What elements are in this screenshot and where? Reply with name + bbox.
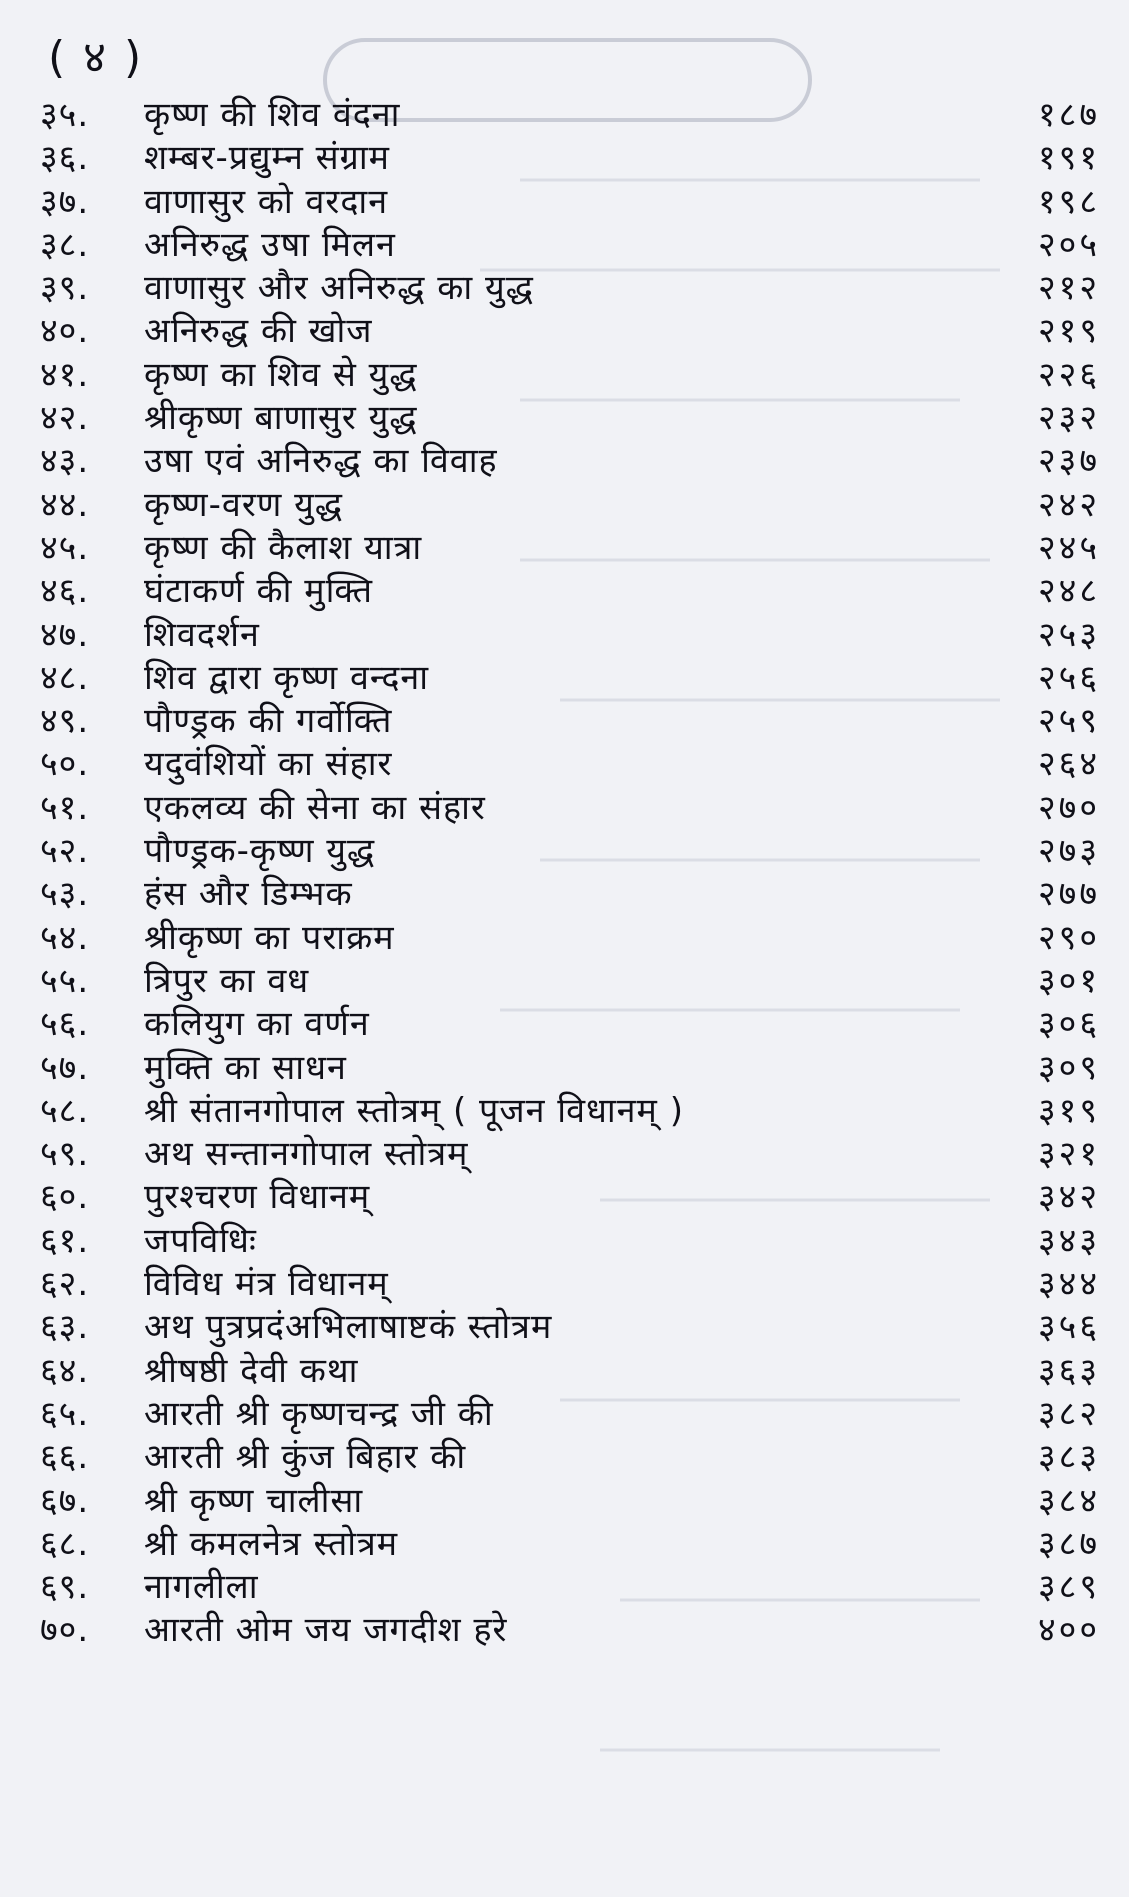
entry-number: ४०.: [40, 311, 90, 352]
toc-entry: [40, 220, 1100, 263]
toc-entry: [40, 436, 1100, 482]
entry-page-number: २४५: [1037, 527, 1100, 568]
entry-page-number: २६४: [1037, 744, 1100, 785]
entry-number: ५८.: [40, 1090, 90, 1131]
entry-title: नागलीला: [144, 1567, 259, 1608]
entry-number: ६६.: [40, 1437, 90, 1478]
entry-number: ६५.: [40, 1393, 90, 1434]
entry-title: शिव द्वारा कृष्ण वन्दना: [144, 657, 430, 698]
entry-page-number: २४२: [1037, 484, 1100, 525]
entry-number: ५४.: [40, 917, 90, 958]
entry-number: ५१.: [40, 787, 90, 828]
entry-number: ५७.: [40, 1047, 90, 1088]
entry-page-number: १९१: [1037, 138, 1100, 179]
entry-number: ४२.: [40, 398, 90, 439]
entry-page-number: ३१९: [1037, 1090, 1100, 1131]
entry-number: ६०.: [40, 1177, 90, 1218]
toc-entry: [40, 1302, 1100, 1348]
entry-title: मुक्ति का साधन: [144, 1047, 347, 1088]
entry-title: जपविधिः: [144, 1220, 257, 1261]
entry-page-number: ३०९: [1037, 1047, 1100, 1088]
entry-number: ३९.: [40, 268, 90, 309]
toc-entry: [40, 480, 1100, 523]
entry-page-number: २७३: [1037, 831, 1100, 872]
entry-page-number: ३०६: [1037, 1004, 1100, 1045]
entry-title: यदुवंशियों का संहार: [144, 744, 393, 785]
entry-number: ५३.: [40, 874, 90, 915]
entry-number: ६४.: [40, 1350, 90, 1391]
entry-title: आरती श्री कृष्णचन्द्र जी की: [144, 1393, 494, 1434]
toc-entry: [40, 653, 1100, 696]
entry-page-number: २३७: [1037, 441, 1100, 482]
entry-title: पौण्ड्रक-कृष्ण युद्ध: [144, 831, 376, 872]
entry-number: ५५.: [40, 960, 90, 1001]
entry-number: ४८.: [40, 657, 90, 698]
entry-title: शिवदर्शन: [144, 614, 260, 655]
entry-title: श्री कमलनेत्र स्तोत्रम: [144, 1523, 399, 1564]
toc-entry: [40, 610, 1100, 653]
entry-page-number: ३८७: [1037, 1523, 1100, 1564]
entry-number: ५६.: [40, 1004, 90, 1045]
entry-page-number: ३४४: [1037, 1264, 1100, 1305]
entry-number: ३५.: [40, 95, 90, 135]
toc-entry: [40, 783, 1100, 826]
entry-title: श्री कृष्ण चालीसा: [144, 1480, 364, 1521]
entry-number: ४४.: [40, 484, 90, 525]
entry-number: ६२.: [40, 1264, 90, 1305]
toc-entry: [40, 1605, 1100, 1651]
entry-number: ६१.: [40, 1220, 90, 1261]
entry-number: ४१.: [40, 354, 90, 395]
entry-page-number: ३८३: [1037, 1437, 1100, 1478]
entry-title: घंटाकर्ण की मुक्ति: [144, 571, 374, 612]
entry-page-number: २५६: [1037, 657, 1100, 698]
entry-title: आरती ओम जय जगदीश हरे: [144, 1610, 508, 1651]
entry-number: ५०.: [40, 744, 90, 785]
entry-number: ५२.: [40, 831, 90, 872]
entry-page-number: ४००: [1037, 1610, 1100, 1651]
toc-entry: [40, 350, 1100, 393]
entry-page-number: ३०१: [1037, 960, 1100, 1001]
entry-page-number: ३६३: [1037, 1350, 1100, 1391]
entry-page-number: २१९: [1037, 311, 1100, 352]
entry-page-number: ३८९: [1037, 1567, 1100, 1608]
toc-entry: [40, 1432, 1100, 1478]
entry-number: ७०.: [40, 1610, 90, 1651]
entry-title: शम्बर-प्रद्युम्न संग्राम: [144, 138, 390, 179]
entry-number: ३६.: [40, 138, 90, 179]
entry-page-number: १८७: [1037, 95, 1100, 135]
entry-page-number: ३४३: [1037, 1220, 1100, 1261]
toc-entry: [40, 956, 1100, 999]
entry-page-number: २४८: [1037, 571, 1100, 612]
entry-title: वाणासुर और अनिरुद्ध का युद्ध: [144, 268, 534, 309]
toc-entry: [40, 1216, 1100, 1259]
entry-page-number: ३४२: [1037, 1177, 1100, 1218]
entry-title: उषा एवं अनिरुद्ध का विवाह: [144, 441, 498, 482]
toc-entry: [40, 133, 1100, 179]
entry-page-number: २०५: [1037, 224, 1100, 265]
entry-title: पौण्ड्रक की गर्वोक्ति: [144, 701, 393, 742]
toc-entry: [40, 523, 1100, 566]
entry-page-number: २७७: [1037, 874, 1100, 915]
toc-entry: [40, 1172, 1100, 1218]
entry-title: अनिरुद्ध उषा मिलन: [144, 224, 396, 265]
entry-number: ६७.: [40, 1480, 90, 1521]
toc-entry: [40, 1562, 1100, 1608]
entry-title: वाणासुर को वरदान: [144, 181, 389, 222]
entry-page-number: २३२: [1037, 398, 1100, 439]
entry-number: ६९.: [40, 1567, 90, 1608]
toc-entry: [40, 869, 1100, 915]
entry-title: हंस और डिम्भक: [144, 874, 353, 915]
toc-entry: [40, 1519, 1100, 1562]
entry-number: ४६.: [40, 571, 90, 612]
toc-entry: [40, 696, 1100, 742]
entry-title: कलियुग का वर्णन: [144, 1004, 370, 1045]
toc-entry: [40, 90, 1100, 133]
entry-title: त्रिपुर का वध: [144, 960, 310, 1001]
toc-entry: [40, 1129, 1100, 1175]
entry-number: ३७.: [40, 181, 90, 222]
entry-title: श्रीकृष्ण का पराक्रम: [144, 917, 395, 958]
entry-title: एकलव्य की सेना का संहार: [144, 787, 486, 828]
entry-page-number: २९०: [1037, 917, 1100, 958]
entry-page-number: २१२: [1037, 268, 1100, 309]
toc-entry: [40, 913, 1100, 956]
entry-number: ४७.: [40, 614, 90, 655]
toc-entry: [40, 566, 1100, 612]
entry-title: पुरश्चरण विधानम्: [144, 1177, 371, 1218]
entry-page-number: ३८२: [1037, 1393, 1100, 1434]
entry-number: ३८.: [40, 224, 90, 265]
entry-number: ६३.: [40, 1307, 90, 1348]
entry-title: विविध मंत्र विधानम्: [144, 1264, 389, 1305]
entry-title: श्री संतानगोपाल स्तोत्रम् ( पूजन विधानम् ): [144, 1090, 684, 1131]
toc-entry: [40, 263, 1100, 309]
entry-title: श्रीकृष्ण बाणासुर युद्ध: [144, 398, 418, 439]
entry-number: ६८.: [40, 1523, 90, 1564]
entry-title: अनिरुद्ध की खोज: [144, 311, 373, 352]
entry-title: कृष्ण की शिव वंदना: [144, 95, 401, 135]
entry-page-number: १९८: [1037, 181, 1100, 222]
toc-entry: [40, 1043, 1100, 1086]
toc-entry: [40, 393, 1100, 439]
toc-entry: [40, 1346, 1100, 1389]
toc-entry: [40, 1086, 1100, 1129]
entry-title: कृष्ण-वरण युद्ध: [144, 484, 343, 525]
entry-page-number: २५३: [1037, 614, 1100, 655]
entry-title: श्रीषष्ठी देवी कथा: [144, 1350, 359, 1391]
entry-number: ४५.: [40, 527, 90, 568]
toc-entry: [40, 1389, 1100, 1432]
toc-entry: [40, 1259, 1100, 1305]
entry-page-number: ३५६: [1037, 1307, 1100, 1348]
page-marker: ( ४ ): [48, 32, 144, 83]
toc-entry: [40, 177, 1100, 220]
entry-page-number: ३८४: [1037, 1480, 1100, 1521]
entry-page-number: २५९: [1037, 701, 1100, 742]
entry-page-number: २७०: [1037, 787, 1100, 828]
toc-entry: [40, 306, 1100, 352]
toc-entry: [40, 1476, 1100, 1519]
entry-title: अथ पुत्रप्रदंअभिलाषाष्टकं स्तोत्रम: [144, 1307, 553, 1348]
entry-number: ५९.: [40, 1134, 90, 1175]
toc-entry: [40, 739, 1100, 785]
entry-title: आरती श्री कुंज बिहार की: [144, 1437, 467, 1478]
entry-number: ४३.: [40, 441, 90, 482]
entry-page-number: ३२१: [1037, 1134, 1100, 1175]
entry-title: अथ सन्तानगोपाल स्तोत्रम्: [144, 1134, 469, 1175]
entry-number: ४९.: [40, 701, 90, 742]
toc-entry: [40, 999, 1100, 1045]
table-of-contents: [40, 90, 1100, 1649]
toc-entry: [40, 826, 1100, 872]
entry-title: कृष्ण की कैलाश यात्रा: [144, 527, 423, 568]
entry-title: कृष्ण का शिव से युद्ध: [144, 354, 418, 395]
entry-page-number: २२६: [1037, 354, 1100, 395]
